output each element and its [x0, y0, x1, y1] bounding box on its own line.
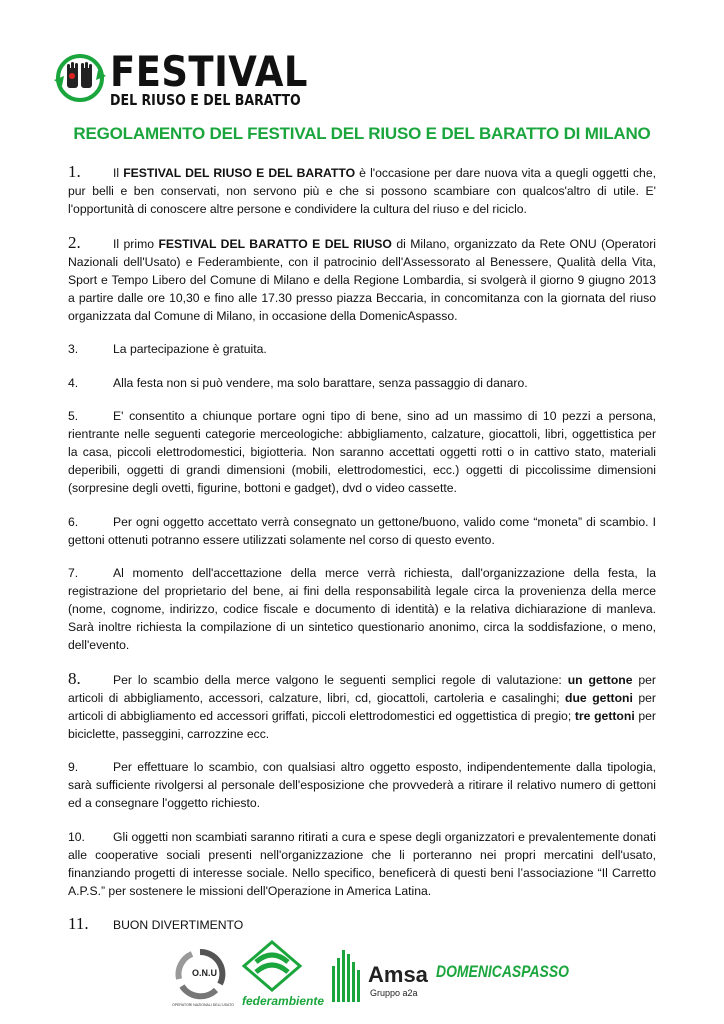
- rule-9: [68, 758, 656, 812]
- domenicaspasso-label: DOMENICASPASSO: [436, 962, 569, 981]
- rule-number: 4.: [68, 375, 79, 390]
- onu-subtitle: OPERATORI NAZIONALI DELL'USATO: [172, 1003, 234, 1007]
- rule-text: Il: [113, 166, 124, 180]
- rule-number: 3.: [68, 342, 79, 356]
- onu-label: O.N.U: [192, 968, 218, 978]
- rule-bold-text: un gettone: [567, 672, 633, 687]
- federambiente-mark-icon: [242, 940, 302, 992]
- rule-3: [68, 340, 656, 358]
- brand-subtitle: DEL RIUSO E DEL BARATTO: [110, 91, 301, 109]
- rule-2: [68, 234, 656, 325]
- rule-4: [68, 374, 656, 392]
- rule-7: [68, 564, 656, 654]
- rule-text: Alla festa non si può vendere, ma solo barattare, senza passaggio di danaro.: [113, 375, 528, 390]
- page-title: REGOLAMENTO DEL FESTIVAL DEL RIUSO E DEL BARATTO DI MILANO: [73, 124, 651, 143]
- amsa-bars-icon: [330, 946, 364, 1006]
- rule-number: 7.: [68, 566, 79, 580]
- amsa-label: Amsa: [368, 962, 428, 987]
- federambiente-label: federambiente: [242, 994, 325, 1008]
- rule-bold-text: due gettoni: [565, 690, 633, 705]
- rule-number: 2.: [68, 232, 81, 252]
- rule-text: Per effettuare lo scambio, con qualsiasi altro oggetto esposto, indipendentemente dalla tipologia, sarà sufficiente rivolgersi al personale dell'esposizione che provvederà a ritirare il relativo numero di gettoni ed a consegnare l'oggetto richiesto.: [68, 760, 656, 810]
- rule-number: 6.: [68, 514, 79, 529]
- rule-bold-text: tre gettoni: [574, 708, 635, 723]
- rule-text: BUON DIVERTIMENTO: [113, 918, 244, 932]
- rule-text: Al momento dell'accettazione della merce verrà richiesta, dall'organizzazione della festa, la registrazione del proprietario del bene, ai fini della responsabilità legale circa la provenienza della merce (nome, cognome, indirizzo, codice fiscale e documento di identità) e la relativa dichiarazione di manleva. Sarà inoltre richiesta la compilazione di un sintetico questionario anonimo, circa la soddisfazione, o meno, dell'evento.: [68, 566, 656, 652]
- rule-number: 9.: [68, 760, 79, 774]
- brand-title: FESTIVAL: [110, 47, 308, 96]
- rule-number: 10.: [68, 829, 85, 844]
- rule-5: [68, 407, 656, 497]
- rule-number: 1.: [68, 162, 81, 181]
- rule-text: Gli oggetti non scambiati saranno ritirati a cura e spese degli organizzatori e prevalentemente donati alle cooperative sociali presenti nell'organizzazione che li porteranno nei propri mercatini dell'usato, finanziando progetti di interesse sociale. Nello specifico, beneficerà di questi beni l’associazione “Il Carretto A.P.S.” per sostenere le missioni dell'Operazione in America Latina.: [68, 829, 656, 898]
- amsa-logo: [330, 946, 428, 1006]
- rule-text: Per lo scambio della merce valgono le seguenti semplici regole di valutazione:: [113, 672, 568, 687]
- rule-bold-text: FESTIVAL DEL BARATTO E DEL RIUSO: [158, 236, 392, 251]
- rule-1: [68, 163, 656, 218]
- rules-list: [68, 163, 656, 950]
- festival-logo: [52, 47, 308, 110]
- federambiente-logo: [242, 940, 325, 1010]
- rule-text: Il primo: [113, 236, 159, 251]
- recycle-hands-icon: [52, 50, 108, 106]
- rule-number: 5.: [68, 409, 79, 423]
- rule-10: [68, 828, 656, 900]
- rule-text: Per ogni oggetto accettato verrà consegnato un gettone/buono, valido come “moneta” di scambio. I gettoni ottenuti potranno essere utilizzati solamente nel corso di questo evento.: [68, 514, 656, 547]
- rule-6: [68, 513, 656, 549]
- domenicaspasso-logo: [436, 962, 569, 992]
- rule-text: è l'occasione per dare nuova vita a quegli oggetti che, pur belli e ben conservati, non servono più e che si possono scambiare con qualcos'altro di utile. E' l'opportunità di conoscere altre persone e condividere la cultura del riuso e del riciclo.: [68, 166, 657, 216]
- rule-text: per biciclette, passeggini, carrozzine ecc.: [68, 708, 656, 741]
- amsa-subtitle: Gruppo a2a: [370, 988, 418, 998]
- rule-text: per articoli di abbigliamento ed accessori griffati, piccoli elettrodomestici ed oggettistica di pregio;: [68, 690, 656, 723]
- rule-text: per articoli di abbigliamento, accessori, calzature, libri, cd, giocattoli, cartoleria e casalinghi;: [68, 672, 656, 705]
- rule-11: [68, 915, 656, 934]
- rule-number: 8.: [68, 668, 81, 688]
- rule-number: 11.: [68, 914, 89, 933]
- rule-text: La partecipazione è gratuita.: [113, 342, 267, 356]
- rule-8: [68, 670, 656, 743]
- rule-text: E' consentito a chiunque portare ogni tipo di bene, sino ad un massimo di 10 pezzi a persona, rientrante nelle seguenti categorie merceologiche: abbigliamento, calzature, giocattoli, libri, oggettistica per la casa, piccoli elettrodomestici, bigiotteria. Non saranno accettati oggetti rotti o in cattivo stato, materiali deperibili, oggetti di grandi dimensioni (mobili, elettrodomestici, ecc.) oggetti di piccolissime dimensioni (sorpresine degli ovetti, figurine, bottoni e gadget), dvd o video cassette.: [68, 409, 656, 495]
- onu-logo: [172, 946, 234, 1007]
- rule-text: di Milano, organizzato da Rete ONU (Operatori Nazionali dell'Usato) e Federambiente, con il patrocinio dell'Assessorato al Benessere, Qualità della Vita, Sport e Tempo Libero del Comune di Milano e della Regione Lombardia, si svolgerà il giorno 9 giugno 2013 a partire dalle ore 10,30 e fino alle 17.30 presso piazza Beccaria, in concomitanza con la giornata del riuso organizzata dal Comune di Milano, in occasione della DomenicAspasso.: [68, 236, 657, 323]
- rule-bold-text: FESTIVAL DEL RIUSO E DEL BARATTO: [123, 166, 356, 180]
- sponsor-logos: [0, 938, 724, 1018]
